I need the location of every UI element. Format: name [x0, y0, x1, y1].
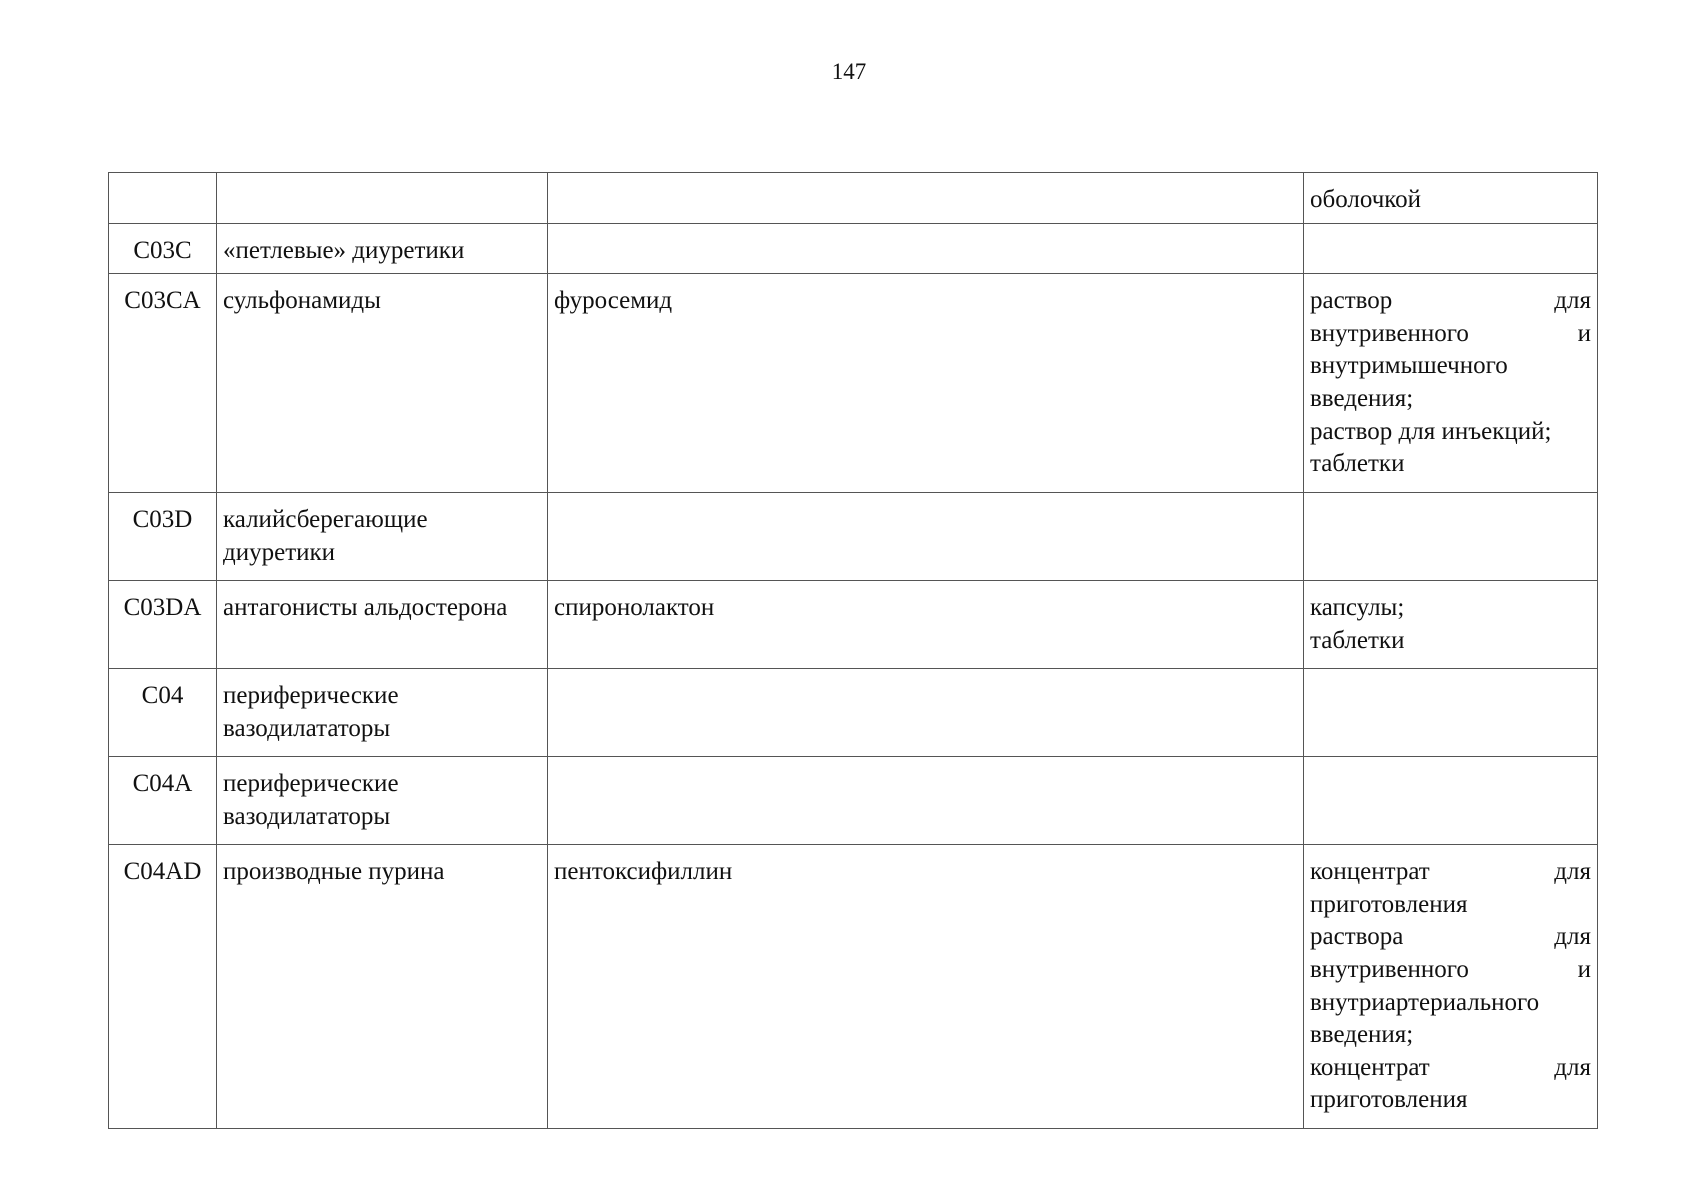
group-cell: «петлевые» диуретики: [217, 223, 548, 274]
drug-name-cell: [548, 173, 1304, 224]
dosage-form-cell: [1304, 581, 1598, 669]
dosage-form-line: внутривенного и: [1310, 955, 1591, 983]
drug-name-cell: фуросемид: [548, 274, 1304, 493]
dosage-form-line: концентрат для: [1310, 858, 1591, 886]
dosage-form-line: введения;: [1310, 384, 1414, 412]
group-cell: антагонисты альдостерона: [217, 581, 548, 669]
drug-table: [108, 172, 1598, 1129]
dosage-form-line: концентрат для: [1310, 1053, 1591, 1081]
drug-name-cell: [548, 669, 1304, 757]
atc-code-cell: C03D: [109, 493, 217, 581]
dosage-form-line: внутримышечного: [1310, 352, 1508, 380]
group-cell: [217, 173, 548, 224]
drug-table-body: [109, 173, 1598, 1129]
dosage-form-line: приготовления: [1310, 1086, 1468, 1114]
group-cell: производные пурина: [217, 845, 548, 1129]
group-cell: периферические вазодилататоры: [217, 757, 548, 845]
drug-name-cell: [548, 757, 1304, 845]
dosage-form-cell: [1304, 845, 1598, 1129]
table-row: [109, 757, 1598, 845]
dosage-form-line: введения;: [1310, 1021, 1414, 1049]
dosage-form-line: раствор для: [1310, 287, 1591, 315]
table-row: [109, 173, 1598, 224]
group-cell: периферические вазодилататоры: [217, 669, 548, 757]
group-cell: калийсберегающие диуретики: [217, 493, 548, 581]
table-row: [109, 581, 1598, 669]
drug-name-cell: пентоксифиллин: [548, 845, 1304, 1129]
dosage-form-cell: [1304, 173, 1598, 224]
dosage-form-cell: [1304, 757, 1598, 845]
dosage-form-cell: [1304, 669, 1598, 757]
atc-code-cell: [109, 173, 217, 224]
dosage-form-line: раствора для: [1310, 923, 1591, 951]
table-row: [109, 274, 1598, 493]
dosage-form-cell: [1304, 274, 1598, 493]
dosage-form-line: оболочкой: [1310, 186, 1422, 213]
dosage-form-line: приготовления: [1310, 890, 1468, 918]
atc-code-cell: C04: [109, 669, 217, 757]
group-cell: сульфонамиды: [217, 274, 548, 493]
atc-code-cell: C04AD: [109, 845, 217, 1129]
dosage-form-line: таблетки: [1310, 450, 1405, 478]
atc-code-cell: C03DA: [109, 581, 217, 669]
dosage-form-line: капсулы;: [1310, 594, 1405, 622]
dosage-form-line: таблетки: [1310, 626, 1405, 654]
dosage-form-cell: [1304, 223, 1598, 274]
atc-code-cell: C03CA: [109, 274, 217, 493]
atc-code-cell: C04A: [109, 757, 217, 845]
table-row: [109, 669, 1598, 757]
table-row: [109, 845, 1598, 1129]
drug-name-cell: [548, 493, 1304, 581]
dosage-form-line: внутривенного и: [1310, 319, 1591, 347]
drug-name-cell: [548, 223, 1304, 274]
dosage-form-cell: [1304, 493, 1598, 581]
drug-name-cell: спиронолактон: [548, 581, 1304, 669]
atc-code-cell: C03C: [109, 223, 217, 274]
table-row: [109, 493, 1598, 581]
dosage-form-line: раствор для инъекций;: [1310, 417, 1552, 445]
dosage-form-line: внутриартериального: [1310, 988, 1540, 1016]
page-number: 147: [831, 59, 867, 84]
table-row: [109, 223, 1598, 274]
